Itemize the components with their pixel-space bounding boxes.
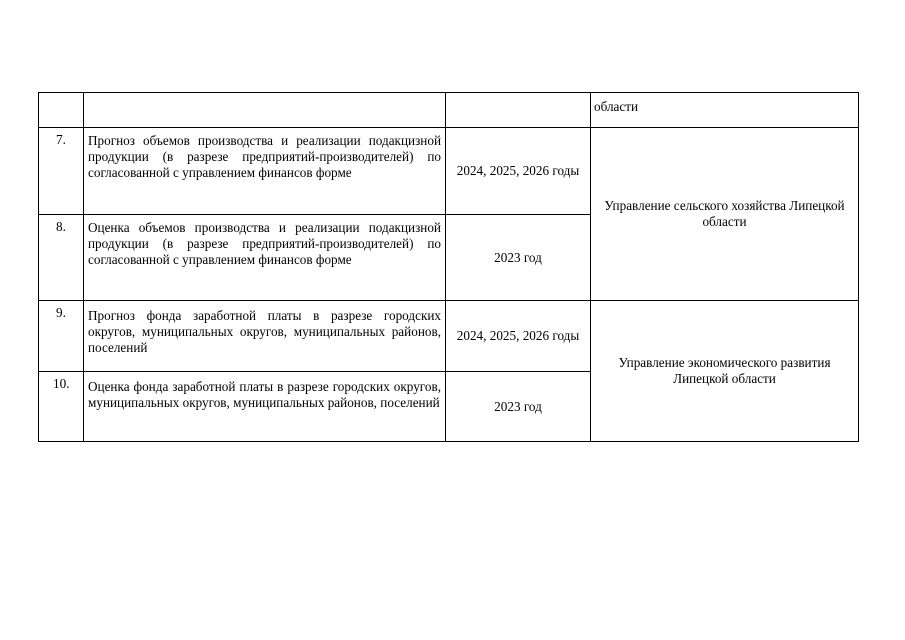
cell-desc-empty — [84, 93, 446, 128]
row-description: Оценка фонда заработной платы в разрезе городских округов, муниципальных округов, муниципальных районов, поселений — [84, 372, 446, 442]
row-period: 2024, 2025, 2026 годы — [446, 128, 591, 215]
row-description: Прогноз объемов производства и реализации подакцизной продукции (в разрезе предприятий-производителей) по согласованной с управлением финансов форме — [84, 128, 446, 215]
row-description: Оценка объемов производства и реализации подакцизной продукции (в разрезе предприятий-производителей) по согласованной с управлением финансов форме — [84, 215, 446, 301]
cell-responsible-continuation: области — [591, 93, 859, 128]
row-responsible: Управление сельского хозяйства Липецкой области — [591, 128, 859, 301]
document-table — [38, 92, 859, 442]
row-period: 2023 год — [446, 372, 591, 442]
cell-num-empty — [39, 93, 84, 128]
table-row-continuation — [39, 93, 859, 128]
cell-period-empty — [446, 93, 591, 128]
row-period: 2023 год — [446, 215, 591, 301]
table-row — [39, 301, 859, 372]
table-row — [39, 128, 859, 215]
row-description: Прогноз фонда заработной платы в разрезе городских округов, муниципальных округов, муниципальных районов, поселений — [84, 301, 446, 372]
row-number: 9. — [39, 301, 84, 372]
row-number: 7. — [39, 128, 84, 215]
row-number: 8. — [39, 215, 84, 301]
row-number: 10. — [39, 372, 84, 442]
row-period: 2024, 2025, 2026 годы — [446, 301, 591, 372]
row-responsible: Управление экономического развития Липецкой области — [591, 301, 859, 442]
